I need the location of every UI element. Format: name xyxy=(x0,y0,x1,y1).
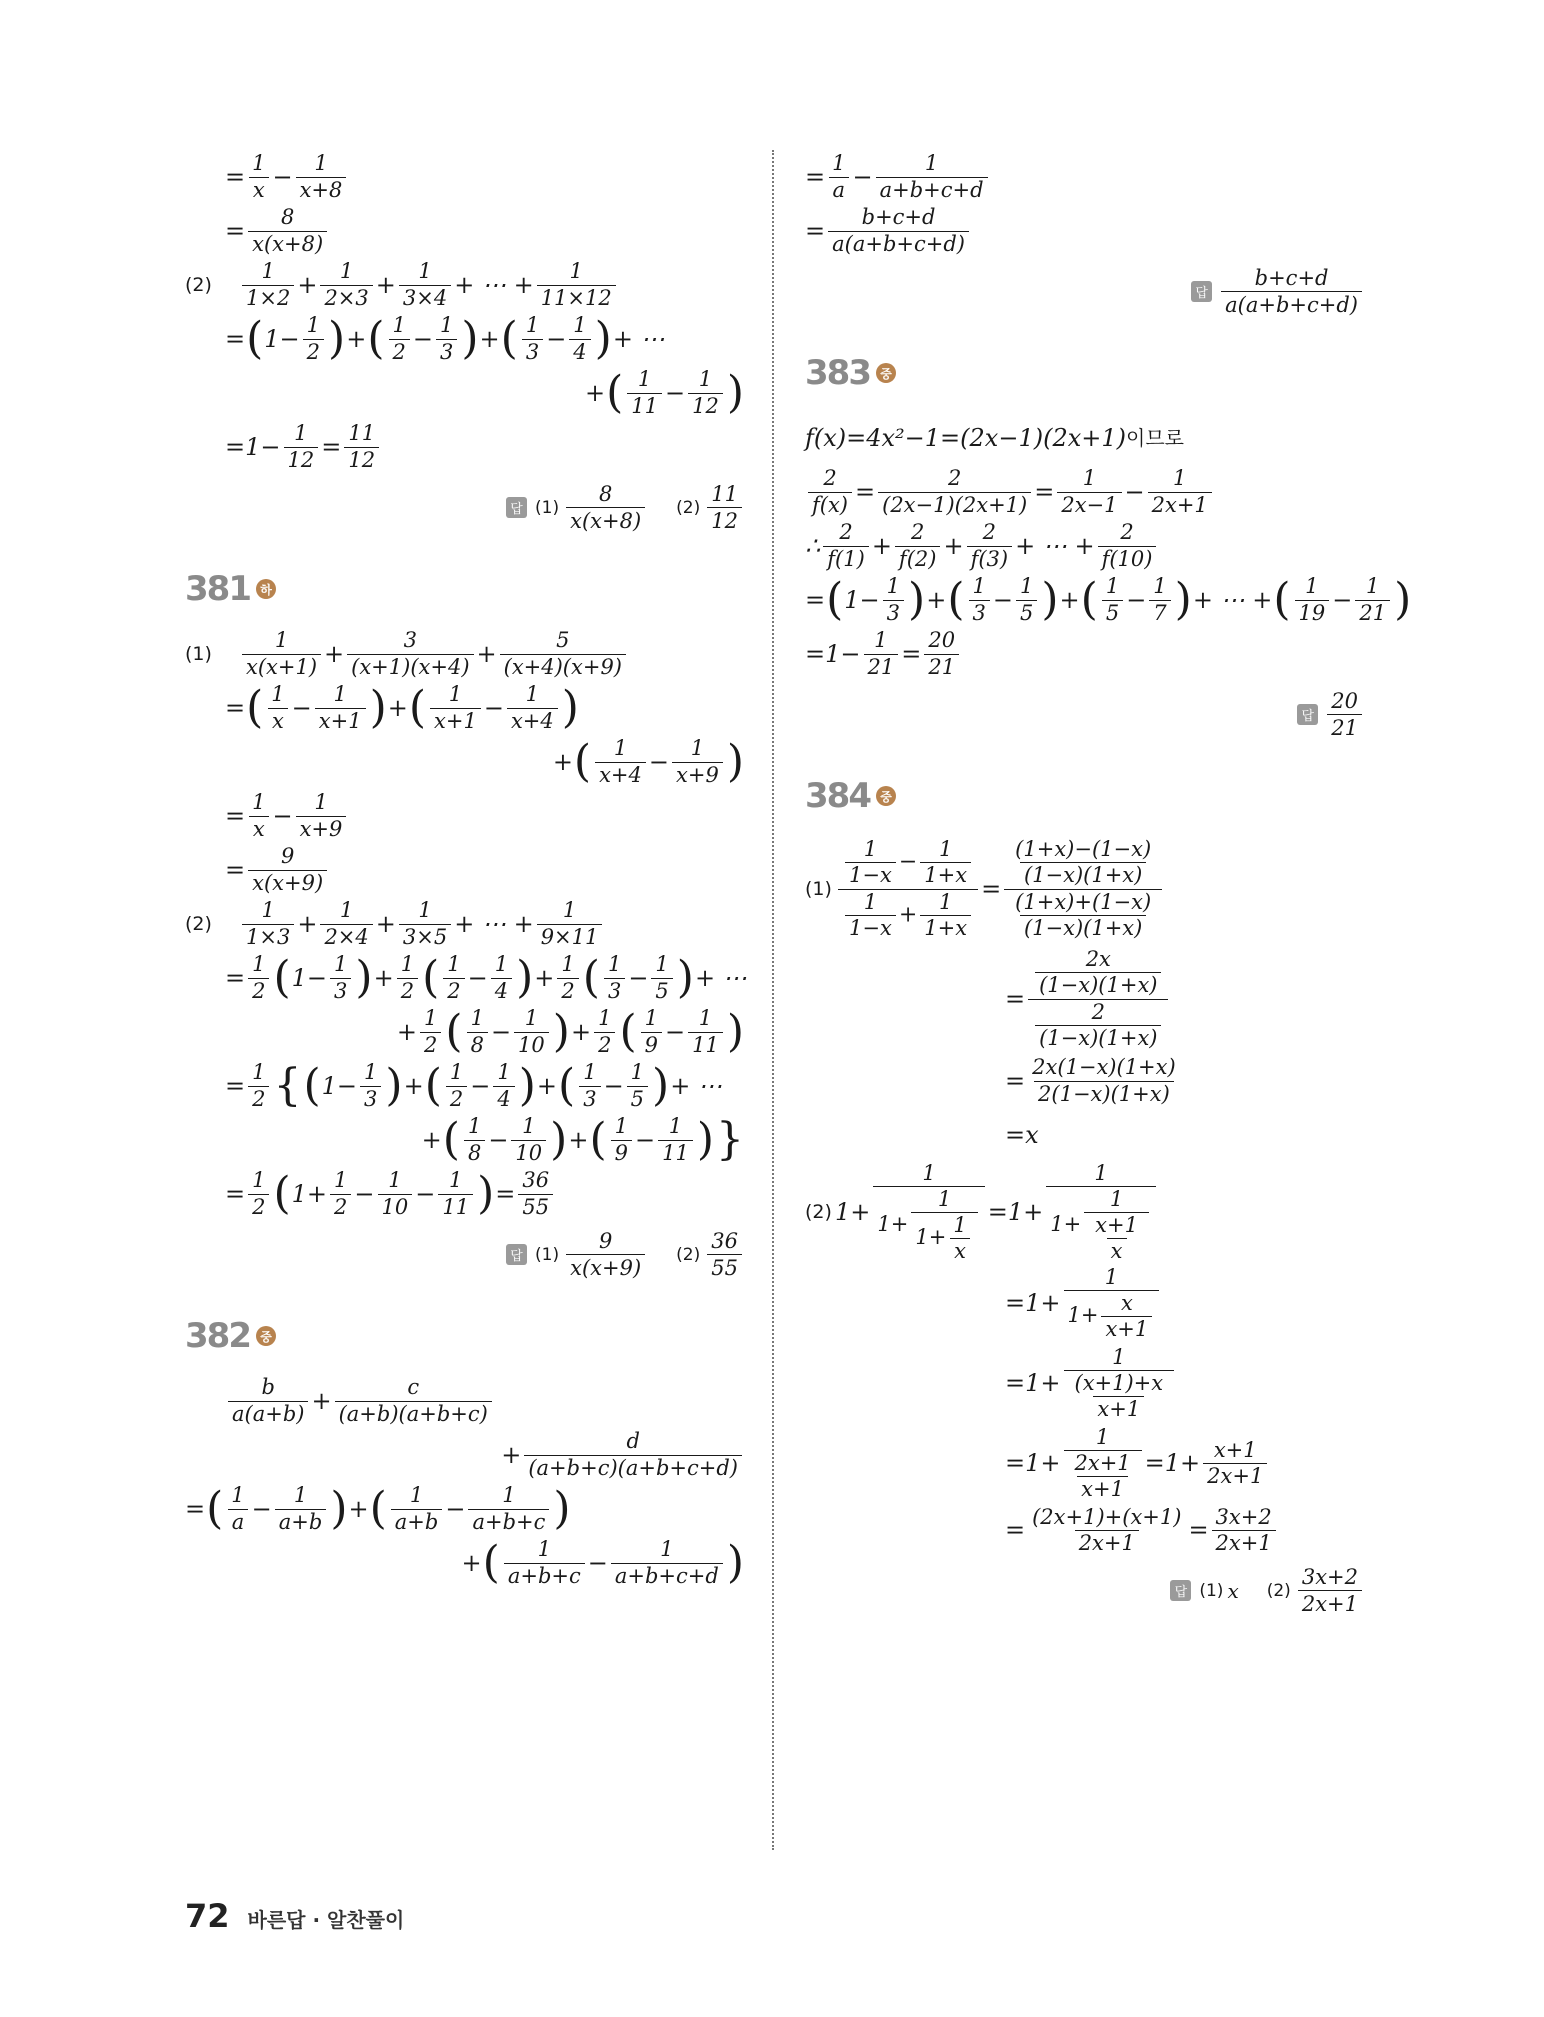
math-line: + $\frac{d}{(a+b+c)(a+b+c+d)}$ xyxy=(185,1428,745,1482)
math-line: (1) $\frac{1}{1-x}$ − $\frac{1}{1+x}$ $\frac{1}{1-x}$ + $\frac{1}{1+x}$ = $\frac{\frac{(1+x)-(1-x)}{(1-x)(1+x)}}{\frac{(1+x)+(1-x)}{(1-x)(1+x)}}$ xyxy=(805,834,1365,944)
problem-header-384 xyxy=(805,776,1365,816)
math-line: = $\frac{8}{x(x+8)}$ xyxy=(185,204,745,258)
math-line: + ( $\frac{1}{x+4}$ − $\frac{1}{x+9}$ ) xyxy=(552,736,744,787)
problem-header-382 xyxy=(185,1316,745,1356)
math-line: = $\frac{b+c+d}{a(a+b+c+d)}$ xyxy=(805,204,1365,258)
math-line: (2) $\frac{1}{1\times 2}$ + $\frac{1}{2\times 3}$ + $\frac{1}{3\times 4}$ + ⋯ + $\frac{1}{11\times 12}$ xyxy=(185,258,745,312)
part-label: (1) xyxy=(185,642,212,665)
answer-383: 답 $\frac{20}{21}$ xyxy=(805,689,1365,740)
math-line: = $\frac{1}{x}$ − $\frac{1}{x+8}$ xyxy=(185,150,745,204)
problem-header-383 xyxy=(805,353,1365,393)
math-line: = $\frac{1}{x}$ − $\frac{1}{x+9}$ xyxy=(185,789,745,843)
math-line: =1− $\frac{1}{21}$ = $\frac{20}{21}$ xyxy=(805,627,1365,681)
part-label: (2) xyxy=(805,1201,832,1224)
right-column xyxy=(805,150,1412,1617)
problem-number: 381 xyxy=(185,569,250,609)
math-line: $\frac{2}{f(x)}$ = $\frac{2}{(2x-1)(2x+1)}$ = $\frac{1}{2x-1}$ − $\frac{1}{2x+1}$ xyxy=(805,465,1365,519)
answer-384: 답 (1) x (2) $\frac{3x+2}{2x+1}$ xyxy=(805,1565,1365,1616)
math-line: + ( $\frac{1}{11}$ − $\frac{1}{12}$ ) xyxy=(584,367,744,418)
math-line: =1− $\frac{1}{12}$ = $\frac{11}{12}$ xyxy=(185,420,745,474)
math-line: =1+ $\frac{1}{\frac{(x+1)+x}{x+1}}$ xyxy=(805,1343,1365,1423)
answer-badge: 답 xyxy=(1170,1580,1191,1601)
math-line: f(x)=4x²−1=(2x−1)(2x+1) 이므로 xyxy=(805,423,1184,452)
math-line: (1) $\frac{1}{x(x+1)}$ + $\frac{3}{(x+1)(x+4)}$ + $\frac{5}{(x+4)(x+9)}$ xyxy=(185,627,745,681)
part-label: (2) xyxy=(185,912,212,935)
page-number: 72 xyxy=(185,1897,230,1935)
problem-number: 382 xyxy=(185,1316,250,1356)
level-badge: 중 xyxy=(876,786,896,806)
column-divider xyxy=(772,150,774,1850)
math-line: + ( $\frac{1}{8}$ − $\frac{1}{10}$ ) + ( $\frac{1}{9}$ − $\frac{1}{11}$ ) } xyxy=(421,1114,744,1165)
answer-382: 답 $\frac{b+c+d}{a(a+b+c+d)}$ xyxy=(805,266,1365,317)
level-badge: 중 xyxy=(256,1326,276,1346)
math-line: = ( $\frac{1}{x}$ − $\frac{1}{x+1}$ ) + ( $\frac{1}{x+1}$ − $\frac{1}{x+4}$ ) xyxy=(225,682,579,733)
answer-badge: 답 xyxy=(1297,704,1318,725)
answer-380: 답 (1) $\frac{8}{x(x+8)}$ (2) $\frac{11}{12}$ xyxy=(185,482,745,533)
math-line: = $\frac{2x(1-x)(1+x)}{2(1-x)(1+x)}$ xyxy=(1005,1055,1176,1106)
level-badge: 중 xyxy=(876,363,896,383)
math-line: = $\frac{(2x+1)+(x+1)}{2x+1}$ = $\frac{3x+2}{2x+1}$ xyxy=(805,1503,1365,1557)
math-line: = ( 1− $\frac{1}{2}$ ) + ( $\frac{1}{2}$ − $\frac{1}{3}$ ) + ( $\frac{1}{3}$ − $\frac{1}{4}$ ) + ⋯ xyxy=(225,313,665,364)
page-footer xyxy=(185,1897,404,1935)
math-line: = ( 1− $\frac{1}{3}$ ) + ( $\frac{1}{3}$ − $\frac{1}{5}$ ) + ( $\frac{1}{5}$ − $\frac{1}{7}$ ) + ⋯ + ( $\frac{1}{19}$ − $\frac{1}{21}$ ) xyxy=(805,574,1412,625)
answer-badge: 답 xyxy=(506,1244,527,1265)
math-line: ∴ $\frac{2}{f(1)}$ + $\frac{2}{f(2)}$ + $\frac{2}{f(3)}$ + ⋯ + $\frac{2}{f(10)}$ xyxy=(805,519,1365,573)
level-badge: 하 xyxy=(256,579,276,599)
page-label: 바른답 · 알찬풀이 xyxy=(247,1908,405,1932)
part-label: (2) xyxy=(185,273,212,296)
answer-381: 답 (1) $\frac{9}{x(x+9)}$ (2) $\frac{36}{55}$ xyxy=(185,1229,745,1280)
part-label: (1) xyxy=(805,877,832,900)
math-line: = $\frac{\frac{2x}{(1-x)(1+x)}}{\frac{2}{(1-x)(1+x)}}$ xyxy=(805,944,1365,1054)
problem-header-381 xyxy=(185,569,745,609)
math-line: $\frac{b}{a(a+b)}$ + $\frac{c}{(a+b)(a+b+c)}$ xyxy=(185,1374,745,1428)
left-column xyxy=(185,150,745,1590)
problem-number: 384 xyxy=(805,776,870,816)
math-line: = $\frac{1}{2}$ ( 1− $\frac{1}{3}$ ) + $\frac{1}{2}$ ( $\frac{1}{2}$ − $\frac{1}{4}$ ) + $\frac{1}{2}$ ( $\frac{1}{3}$ − $\frac{1}{5}$ ) + ⋯ xyxy=(225,952,747,1003)
answer-badge: 답 xyxy=(1191,281,1212,302)
math-line: =1+ 1 1+ $\frac{x}{x+1}$ xyxy=(805,1263,1365,1343)
math-line: + $\frac{1}{2}$ ( $\frac{1}{8}$ − $\frac{1}{10}$ ) + $\frac{1}{2}$ ( $\frac{1}{9}$ − $\frac{1}{11}$ ) xyxy=(396,1006,744,1057)
math-line: = $\frac{9}{x(x+9)}$ xyxy=(185,843,745,897)
math-line: (2) $\frac{1}{1\times 3}$ + $\frac{1}{2\times 4}$ + $\frac{1}{3\times 5}$ + ⋯ + $\frac{1}{9\times 11}$ xyxy=(185,897,745,951)
answer-badge: 답 xyxy=(506,497,527,518)
math-line: =1+ $\frac{1}{\frac{2x+1}{x+1}}$ =1+ $\frac{x+1}{2x+1}$ xyxy=(805,1423,1365,1503)
math-line: = $\frac{1}{2}$ ( 1+ $\frac{1}{2}$ − $\frac{1}{10}$ − $\frac{1}{11}$ ) = $\frac{36}{55}$ xyxy=(185,1167,745,1221)
math-line: + ( $\frac{1}{a+b+c}$ − $\frac{1}{a+b+c+d}$ ) xyxy=(461,1537,744,1588)
math-line: = ( $\frac{1}{a}$ − $\frac{1}{a+b}$ ) + ( $\frac{1}{a+b}$ − $\frac{1}{a+b+c}$ ) xyxy=(185,1483,571,1534)
problem-number: 383 xyxy=(805,353,870,393)
math-line: = $\frac{1}{2}$ { ( 1− $\frac{1}{3}$ ) + ( $\frac{1}{2}$ − $\frac{1}{4}$ ) + ( $\frac{1}{3}$ − $\frac{1}{5}$ ) + ⋯ xyxy=(225,1060,722,1111)
math-line: =x xyxy=(1005,1120,1039,1149)
math-line: = $\frac{1}{a}$ − $\frac{1}{a+b+c+d}$ xyxy=(805,150,1365,204)
math-line: (2) 1+ 1 1+ 1 1+ $\frac{1}{x}$ =1+ 1 1+ $\frac{1}{\frac{x+1}{x}}$ xyxy=(805,1162,1365,1263)
